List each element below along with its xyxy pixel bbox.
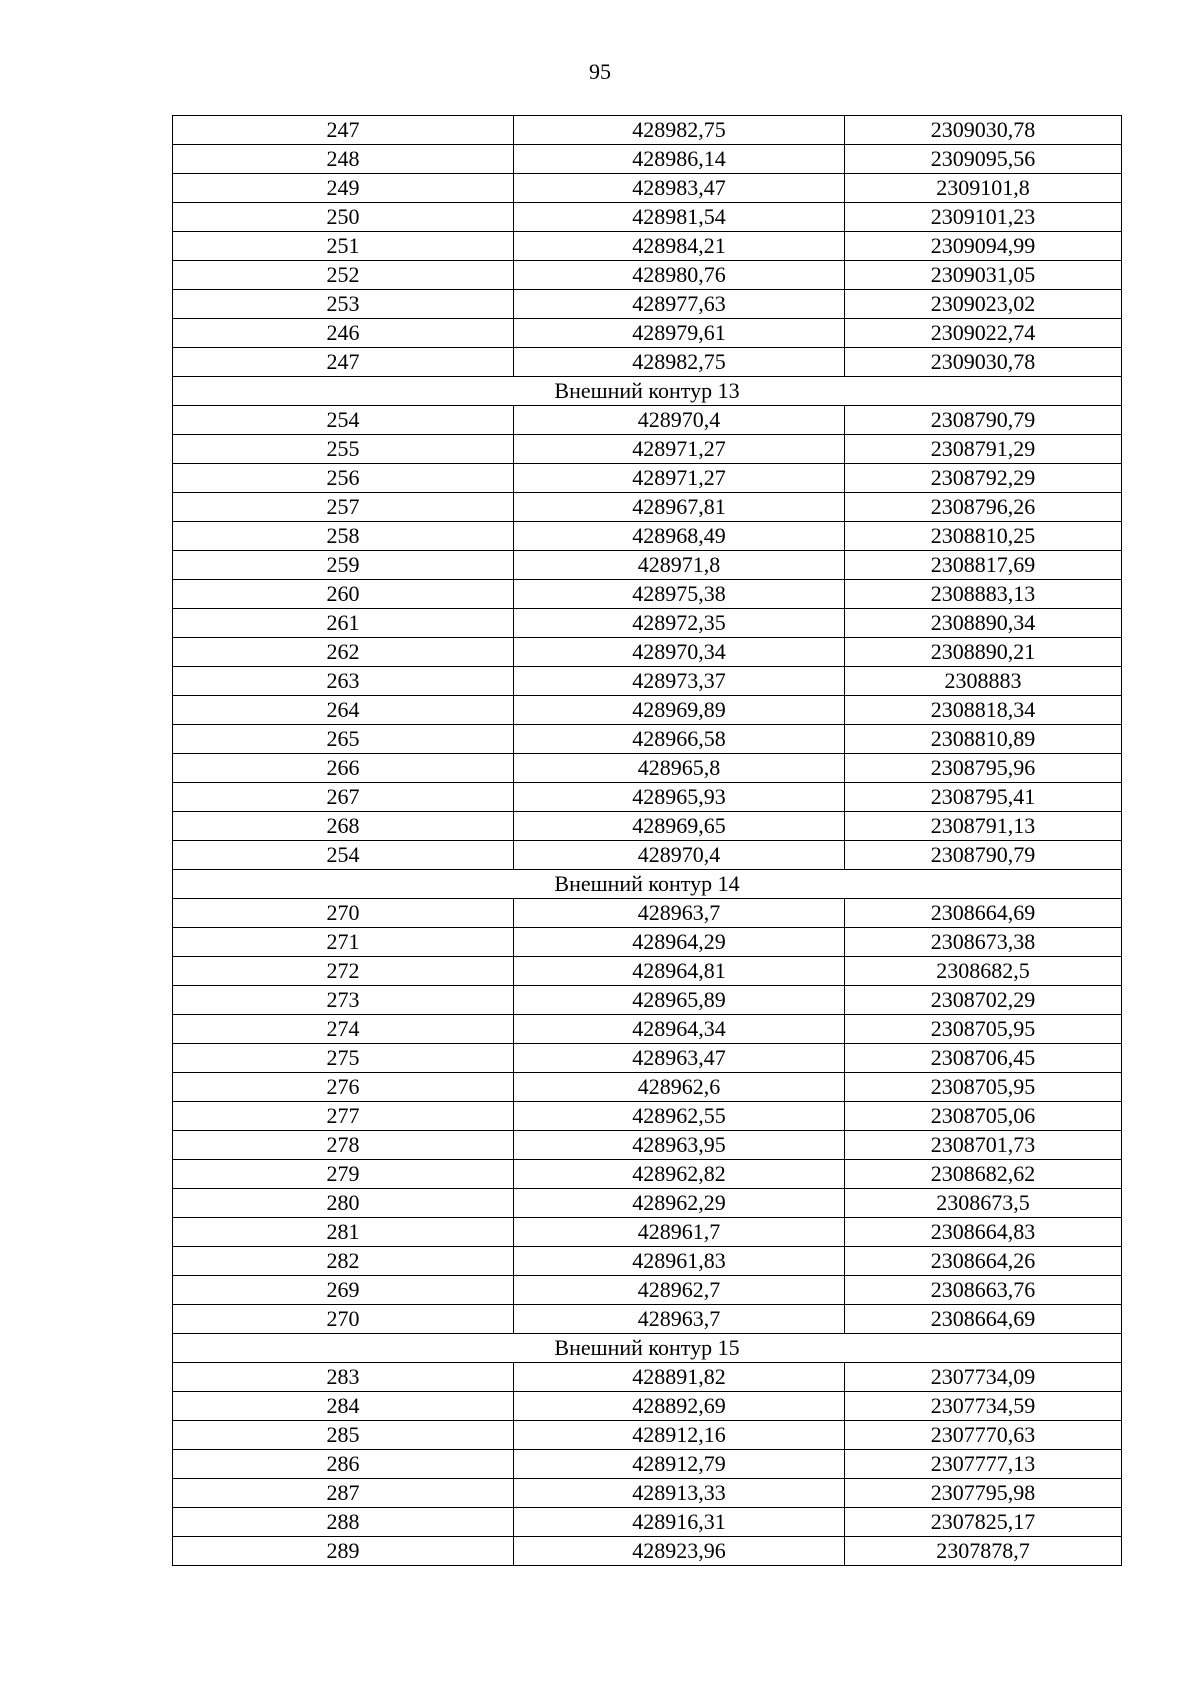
x-coordinate-cell: 428979,61 bbox=[514, 319, 845, 348]
table-row bbox=[173, 1131, 1122, 1160]
x-coordinate-cell: 428912,79 bbox=[514, 1450, 845, 1479]
table-row bbox=[173, 145, 1122, 174]
table-row bbox=[173, 174, 1122, 203]
table-row bbox=[173, 841, 1122, 870]
table-row bbox=[173, 261, 1122, 290]
table-row bbox=[173, 290, 1122, 319]
y-coordinate-cell: 2309101,8 bbox=[845, 174, 1122, 203]
point-number-cell: 285 bbox=[173, 1421, 514, 1450]
point-number-cell: 252 bbox=[173, 261, 514, 290]
point-number-cell: 276 bbox=[173, 1073, 514, 1102]
y-coordinate-cell: 2309031,05 bbox=[845, 261, 1122, 290]
x-coordinate-cell: 428961,83 bbox=[514, 1247, 845, 1276]
x-coordinate-cell: 428965,93 bbox=[514, 783, 845, 812]
y-coordinate-cell: 2309094,99 bbox=[845, 232, 1122, 261]
table-row bbox=[173, 1450, 1122, 1479]
x-coordinate-cell: 428965,8 bbox=[514, 754, 845, 783]
table-row bbox=[173, 319, 1122, 348]
table-row bbox=[173, 1479, 1122, 1508]
x-coordinate-cell: 428967,81 bbox=[514, 493, 845, 522]
point-number-cell: 265 bbox=[173, 725, 514, 754]
point-number-cell: 270 bbox=[173, 1305, 514, 1334]
point-number-cell: 270 bbox=[173, 899, 514, 928]
table-row bbox=[173, 1392, 1122, 1421]
table-row bbox=[173, 464, 1122, 493]
table-row bbox=[173, 1305, 1122, 1334]
x-coordinate-cell: 428964,81 bbox=[514, 957, 845, 986]
y-coordinate-cell: 2308682,62 bbox=[845, 1160, 1122, 1189]
table-row bbox=[173, 812, 1122, 841]
x-coordinate-cell: 428916,31 bbox=[514, 1508, 845, 1537]
x-coordinate-cell: 428963,47 bbox=[514, 1044, 845, 1073]
point-number-cell: 266 bbox=[173, 754, 514, 783]
point-number-cell: 286 bbox=[173, 1450, 514, 1479]
x-coordinate-cell: 428968,49 bbox=[514, 522, 845, 551]
table-row bbox=[173, 667, 1122, 696]
y-coordinate-cell: 2308790,79 bbox=[845, 841, 1122, 870]
point-number-cell: 275 bbox=[173, 1044, 514, 1073]
table-row bbox=[173, 1044, 1122, 1073]
y-coordinate-cell: 2308792,29 bbox=[845, 464, 1122, 493]
y-coordinate-cell: 2308796,26 bbox=[845, 493, 1122, 522]
table-row bbox=[173, 1508, 1122, 1537]
table-row bbox=[173, 986, 1122, 1015]
y-coordinate-cell: 2308663,76 bbox=[845, 1276, 1122, 1305]
point-number-cell: 273 bbox=[173, 986, 514, 1015]
page-number: 95 bbox=[589, 59, 611, 84]
coordinates-table-body bbox=[173, 116, 1122, 1566]
y-coordinate-cell: 2308795,41 bbox=[845, 783, 1122, 812]
x-coordinate-cell: 428965,89 bbox=[514, 986, 845, 1015]
point-number-cell: 251 bbox=[173, 232, 514, 261]
x-coordinate-cell: 428892,69 bbox=[514, 1392, 845, 1421]
x-coordinate-cell: 428964,29 bbox=[514, 928, 845, 957]
point-number-cell: 255 bbox=[173, 435, 514, 464]
y-coordinate-cell: 2307734,09 bbox=[845, 1363, 1122, 1392]
point-number-cell: 272 bbox=[173, 957, 514, 986]
table-row bbox=[173, 116, 1122, 145]
x-coordinate-cell: 428980,76 bbox=[514, 261, 845, 290]
x-coordinate-cell: 428962,55 bbox=[514, 1102, 845, 1131]
table-row bbox=[173, 638, 1122, 667]
x-coordinate-cell: 428986,14 bbox=[514, 145, 845, 174]
table-row bbox=[173, 783, 1122, 812]
y-coordinate-cell: 2308705,95 bbox=[845, 1073, 1122, 1102]
x-coordinate-cell: 428964,34 bbox=[514, 1015, 845, 1044]
y-coordinate-cell: 2308890,34 bbox=[845, 609, 1122, 638]
point-number-cell: 249 bbox=[173, 174, 514, 203]
table-row bbox=[173, 551, 1122, 580]
section-heading-row bbox=[173, 377, 1122, 406]
y-coordinate-cell: 2308664,26 bbox=[845, 1247, 1122, 1276]
x-coordinate-cell: 428963,7 bbox=[514, 899, 845, 928]
point-number-cell: 271 bbox=[173, 928, 514, 957]
point-number-cell: 283 bbox=[173, 1363, 514, 1392]
table-row bbox=[173, 1189, 1122, 1218]
y-coordinate-cell: 2308791,13 bbox=[845, 812, 1122, 841]
x-coordinate-cell: 428982,75 bbox=[514, 116, 845, 145]
point-number-cell: 263 bbox=[173, 667, 514, 696]
table-row bbox=[173, 435, 1122, 464]
x-coordinate-cell: 428962,6 bbox=[514, 1073, 845, 1102]
y-coordinate-cell: 2309030,78 bbox=[845, 116, 1122, 145]
y-coordinate-cell: 2308673,5 bbox=[845, 1189, 1122, 1218]
point-number-cell: 269 bbox=[173, 1276, 514, 1305]
point-number-cell: 279 bbox=[173, 1160, 514, 1189]
y-coordinate-cell: 2308790,79 bbox=[845, 406, 1122, 435]
point-number-cell: 268 bbox=[173, 812, 514, 841]
point-number-cell: 261 bbox=[173, 609, 514, 638]
section-heading: Внешний контур 14 bbox=[173, 870, 1122, 899]
x-coordinate-cell: 428971,27 bbox=[514, 435, 845, 464]
table-row bbox=[173, 1102, 1122, 1131]
table-row bbox=[173, 580, 1122, 609]
x-coordinate-cell: 428962,7 bbox=[514, 1276, 845, 1305]
point-number-cell: 248 bbox=[173, 145, 514, 174]
x-coordinate-cell: 428971,27 bbox=[514, 464, 845, 493]
point-number-cell: 246 bbox=[173, 319, 514, 348]
x-coordinate-cell: 428983,47 bbox=[514, 174, 845, 203]
point-number-cell: 254 bbox=[173, 406, 514, 435]
x-coordinate-cell: 428970,34 bbox=[514, 638, 845, 667]
point-number-cell: 267 bbox=[173, 783, 514, 812]
x-coordinate-cell: 428984,21 bbox=[514, 232, 845, 261]
x-coordinate-cell: 428962,29 bbox=[514, 1189, 845, 1218]
point-number-cell: 281 bbox=[173, 1218, 514, 1247]
section-heading: Внешний контур 13 bbox=[173, 377, 1122, 406]
y-coordinate-cell: 2307878,7 bbox=[845, 1537, 1122, 1566]
y-coordinate-cell: 2308810,89 bbox=[845, 725, 1122, 754]
point-number-cell: 262 bbox=[173, 638, 514, 667]
point-number-cell: 258 bbox=[173, 522, 514, 551]
x-coordinate-cell: 428962,82 bbox=[514, 1160, 845, 1189]
y-coordinate-cell: 2308890,21 bbox=[845, 638, 1122, 667]
x-coordinate-cell: 428971,8 bbox=[514, 551, 845, 580]
point-number-cell: 289 bbox=[173, 1537, 514, 1566]
table-row bbox=[173, 1073, 1122, 1102]
point-number-cell: 256 bbox=[173, 464, 514, 493]
point-number-cell: 280 bbox=[173, 1189, 514, 1218]
x-coordinate-cell: 428963,95 bbox=[514, 1131, 845, 1160]
point-number-cell: 282 bbox=[173, 1247, 514, 1276]
y-coordinate-cell: 2308705,95 bbox=[845, 1015, 1122, 1044]
section-heading-row bbox=[173, 870, 1122, 899]
y-coordinate-cell: 2308817,69 bbox=[845, 551, 1122, 580]
x-coordinate-cell: 428972,35 bbox=[514, 609, 845, 638]
y-coordinate-cell: 2308791,29 bbox=[845, 435, 1122, 464]
x-coordinate-cell: 428982,75 bbox=[514, 348, 845, 377]
y-coordinate-cell: 2307777,13 bbox=[845, 1450, 1122, 1479]
table-row bbox=[173, 1363, 1122, 1392]
y-coordinate-cell: 2308795,96 bbox=[845, 754, 1122, 783]
y-coordinate-cell: 2308664,83 bbox=[845, 1218, 1122, 1247]
y-coordinate-cell: 2308701,73 bbox=[845, 1131, 1122, 1160]
table-row bbox=[173, 754, 1122, 783]
y-coordinate-cell: 2308810,25 bbox=[845, 522, 1122, 551]
point-number-cell: 257 bbox=[173, 493, 514, 522]
y-coordinate-cell: 2307734,59 bbox=[845, 1392, 1122, 1421]
section-heading: Внешний контур 15 bbox=[173, 1334, 1122, 1363]
y-coordinate-cell: 2308818,34 bbox=[845, 696, 1122, 725]
table-row bbox=[173, 203, 1122, 232]
table-row bbox=[173, 1015, 1122, 1044]
y-coordinate-cell: 2308706,45 bbox=[845, 1044, 1122, 1073]
y-coordinate-cell: 2308702,29 bbox=[845, 986, 1122, 1015]
x-coordinate-cell: 428975,38 bbox=[514, 580, 845, 609]
point-number-cell: 287 bbox=[173, 1479, 514, 1508]
table-row bbox=[173, 493, 1122, 522]
x-coordinate-cell: 428961,7 bbox=[514, 1218, 845, 1247]
x-coordinate-cell: 428969,89 bbox=[514, 696, 845, 725]
x-coordinate-cell: 428912,16 bbox=[514, 1421, 845, 1450]
table-row bbox=[173, 1218, 1122, 1247]
table-row bbox=[173, 1276, 1122, 1305]
x-coordinate-cell: 428981,54 bbox=[514, 203, 845, 232]
coordinates-table bbox=[172, 115, 1122, 1566]
y-coordinate-cell: 2307770,63 bbox=[845, 1421, 1122, 1450]
point-number-cell: 288 bbox=[173, 1508, 514, 1537]
y-coordinate-cell: 2308883,13 bbox=[845, 580, 1122, 609]
x-coordinate-cell: 428891,82 bbox=[514, 1363, 845, 1392]
y-coordinate-cell: 2308705,06 bbox=[845, 1102, 1122, 1131]
point-number-cell: 253 bbox=[173, 290, 514, 319]
x-coordinate-cell: 428913,33 bbox=[514, 1479, 845, 1508]
y-coordinate-cell: 2309095,56 bbox=[845, 145, 1122, 174]
y-coordinate-cell: 2307825,17 bbox=[845, 1508, 1122, 1537]
point-number-cell: 278 bbox=[173, 1131, 514, 1160]
table-row bbox=[173, 232, 1122, 261]
table-row bbox=[173, 725, 1122, 754]
x-coordinate-cell: 428973,37 bbox=[514, 667, 845, 696]
table-row bbox=[173, 928, 1122, 957]
point-number-cell: 274 bbox=[173, 1015, 514, 1044]
y-coordinate-cell: 2308883 bbox=[845, 667, 1122, 696]
y-coordinate-cell: 2309101,23 bbox=[845, 203, 1122, 232]
y-coordinate-cell: 2308664,69 bbox=[845, 1305, 1122, 1334]
x-coordinate-cell: 428969,65 bbox=[514, 812, 845, 841]
y-coordinate-cell: 2308673,38 bbox=[845, 928, 1122, 957]
table-row bbox=[173, 609, 1122, 638]
y-coordinate-cell: 2309022,74 bbox=[845, 319, 1122, 348]
y-coordinate-cell: 2307795,98 bbox=[845, 1479, 1122, 1508]
table-row bbox=[173, 1421, 1122, 1450]
x-coordinate-cell: 428963,7 bbox=[514, 1305, 845, 1334]
section-heading-row bbox=[173, 1334, 1122, 1363]
x-coordinate-cell: 428923,96 bbox=[514, 1537, 845, 1566]
point-number-cell: 254 bbox=[173, 841, 514, 870]
x-coordinate-cell: 428970,4 bbox=[514, 841, 845, 870]
table-row bbox=[173, 406, 1122, 435]
table-row bbox=[173, 522, 1122, 551]
table-row bbox=[173, 957, 1122, 986]
y-coordinate-cell: 2309023,02 bbox=[845, 290, 1122, 319]
point-number-cell: 284 bbox=[173, 1392, 514, 1421]
table-row bbox=[173, 348, 1122, 377]
point-number-cell: 259 bbox=[173, 551, 514, 580]
y-coordinate-cell: 2308664,69 bbox=[845, 899, 1122, 928]
y-coordinate-cell: 2308682,5 bbox=[845, 957, 1122, 986]
point-number-cell: 247 bbox=[173, 116, 514, 145]
table-row bbox=[173, 1537, 1122, 1566]
x-coordinate-cell: 428970,4 bbox=[514, 406, 845, 435]
point-number-cell: 260 bbox=[173, 580, 514, 609]
point-number-cell: 264 bbox=[173, 696, 514, 725]
point-number-cell: 250 bbox=[173, 203, 514, 232]
x-coordinate-cell: 428966,58 bbox=[514, 725, 845, 754]
table-row bbox=[173, 1247, 1122, 1276]
table-row bbox=[173, 696, 1122, 725]
y-coordinate-cell: 2309030,78 bbox=[845, 348, 1122, 377]
x-coordinate-cell: 428977,63 bbox=[514, 290, 845, 319]
table-row bbox=[173, 899, 1122, 928]
point-number-cell: 277 bbox=[173, 1102, 514, 1131]
point-number-cell: 247 bbox=[173, 348, 514, 377]
table-row bbox=[173, 1160, 1122, 1189]
